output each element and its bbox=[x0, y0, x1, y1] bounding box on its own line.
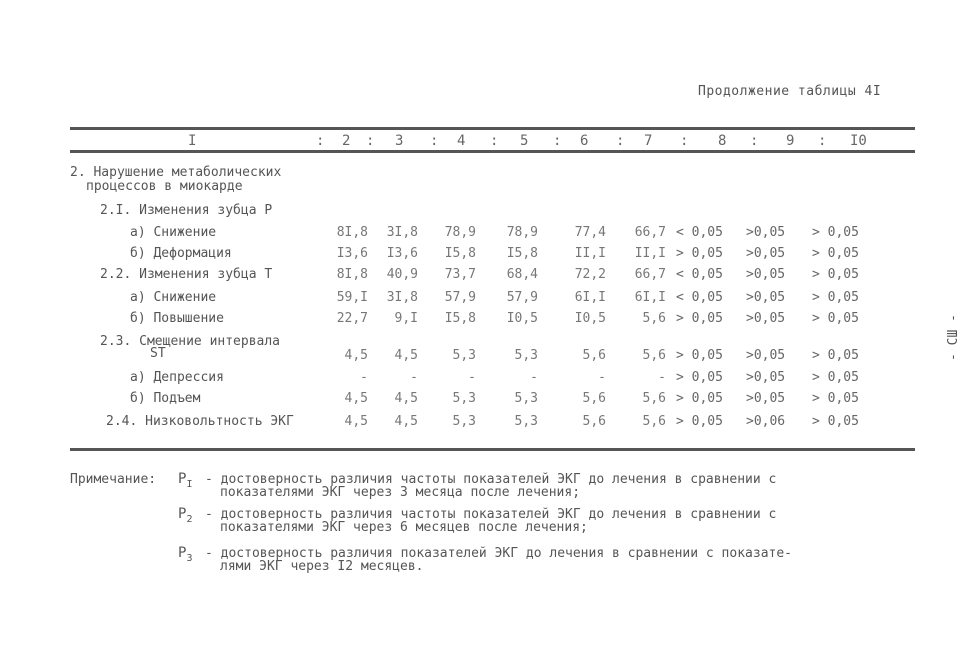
table-cell: I5,8 bbox=[444, 246, 476, 261]
header-separator: : bbox=[680, 133, 689, 149]
table-cell: 4,5 bbox=[394, 391, 418, 406]
note-p3-line1: - достоверность различия показателей ЭКГ до лечения в сравнении с показате- bbox=[205, 546, 792, 561]
page-number: - СШ - bbox=[945, 314, 961, 361]
header-separator: : bbox=[818, 133, 827, 149]
table-cell: 8I,8 bbox=[336, 225, 368, 240]
p-value-cell: > 0,05 bbox=[812, 391, 859, 406]
table-cell: I5,8 bbox=[444, 311, 476, 326]
header-separator: : bbox=[316, 133, 325, 149]
table-cell: - bbox=[658, 370, 666, 385]
table-cell: - bbox=[598, 370, 606, 385]
table-cell: I0,5 bbox=[506, 311, 538, 326]
header-col-3: 3 bbox=[395, 133, 404, 149]
header-col-10: I0 bbox=[850, 133, 867, 149]
row-label: 2.3. Смещение интервала bbox=[100, 334, 281, 349]
table-cell: 6I,I bbox=[574, 290, 606, 305]
row-label: 2.I. Изменения зубца Р bbox=[100, 203, 273, 218]
notes-prefix: Примечание: bbox=[70, 472, 157, 487]
table-cell: 66,7 bbox=[634, 225, 666, 240]
table-cell: 4,5 bbox=[344, 348, 368, 363]
table-cell: I3,6 bbox=[386, 246, 418, 261]
table-cell: 4,5 bbox=[344, 391, 368, 406]
p-value-cell: < 0,05 bbox=[676, 225, 723, 240]
table-cell: 5,3 bbox=[452, 414, 476, 429]
header-separator: : bbox=[750, 133, 759, 149]
note-p3-line2: лями ЭКГ через I2 месяцев. bbox=[220, 559, 424, 574]
p-value-cell: >0,05 bbox=[746, 370, 786, 385]
table-cell: 5,3 bbox=[514, 414, 538, 429]
row-label-cont: ST bbox=[150, 346, 166, 361]
row-label: б) Повышение bbox=[130, 311, 224, 326]
header-col-8: 8 bbox=[718, 133, 727, 149]
header-col-7: 7 bbox=[644, 133, 653, 149]
table-cell: 4,5 bbox=[394, 348, 418, 363]
note-p1-line2: показателями ЭКГ через 3 месяца после лечения; bbox=[220, 485, 581, 500]
header-separator: : bbox=[553, 133, 562, 149]
p-value-cell: > 0,05 bbox=[676, 391, 723, 406]
p-value-cell: > 0,05 bbox=[812, 370, 859, 385]
note-key-p3: $Р_3$ bbox=[178, 545, 193, 564]
p-value-cell: > 0,05 bbox=[676, 246, 723, 261]
p-value-cell: < 0,05 bbox=[676, 267, 723, 282]
table-cell: 5,6 bbox=[642, 311, 666, 326]
table-cell: 5,6 bbox=[582, 414, 606, 429]
row-label: а) Снижение bbox=[130, 290, 217, 305]
header-separator: : bbox=[366, 133, 375, 149]
table-header-rule bbox=[70, 150, 915, 153]
table-cell: 5,3 bbox=[452, 391, 476, 406]
table-cell: I3,6 bbox=[336, 246, 368, 261]
p-value-cell: > 0,05 bbox=[812, 225, 859, 240]
header-separator: : bbox=[490, 133, 499, 149]
row-label: б) Подъем bbox=[130, 391, 201, 406]
header-col-2: 2 bbox=[342, 133, 351, 149]
p-value-cell: > 0,05 bbox=[812, 246, 859, 261]
table-cell: - bbox=[530, 370, 538, 385]
note-p2-line2: показателями ЭКГ через 6 месяцев после лечения; bbox=[220, 520, 588, 535]
table-cell: - bbox=[468, 370, 476, 385]
p-value-cell: > 0,05 bbox=[676, 348, 723, 363]
header-col-9: 9 bbox=[786, 133, 795, 149]
p-value-cell: >0,05 bbox=[746, 267, 786, 282]
table-cell: 22,7 bbox=[336, 311, 368, 326]
table-cell: I5,8 bbox=[506, 246, 538, 261]
table-cell: 72,2 bbox=[574, 267, 606, 282]
p-value-cell: > 0,05 bbox=[812, 348, 859, 363]
table-cell: 5,6 bbox=[582, 391, 606, 406]
table-cell: 5,3 bbox=[452, 348, 476, 363]
table-cell: 73,7 bbox=[444, 267, 476, 282]
table-cell: 3I,8 bbox=[386, 290, 418, 305]
p-value-cell: >0,05 bbox=[746, 348, 786, 363]
table-cell: 6I,I bbox=[634, 290, 666, 305]
p-value-cell: >0,05 bbox=[746, 290, 786, 305]
table-cell: 5,6 bbox=[582, 348, 606, 363]
p-value-cell: > 0,05 bbox=[676, 311, 723, 326]
table-cell: II,I bbox=[634, 246, 666, 261]
table-cell: 4,5 bbox=[394, 414, 418, 429]
table-cell: 57,9 bbox=[506, 290, 538, 305]
table-cell: 78,9 bbox=[506, 225, 538, 240]
header-col-6: 6 bbox=[580, 133, 589, 149]
continuation-title: Продолжение таблицы 4I bbox=[698, 84, 882, 99]
p-value-cell: >0,06 bbox=[746, 414, 786, 429]
table-cell: 5,3 bbox=[514, 391, 538, 406]
table-cell: 5,6 bbox=[642, 348, 666, 363]
p-value-cell: > 0,05 bbox=[812, 311, 859, 326]
table-bottom-rule bbox=[70, 448, 915, 451]
note-key-p1: $Р_I$ bbox=[178, 471, 193, 490]
header-separator: : bbox=[430, 133, 439, 149]
p-value-cell: > 0,05 bbox=[676, 414, 723, 429]
header-col-1: I bbox=[188, 133, 197, 149]
p-value-cell: > 0,05 bbox=[812, 290, 859, 305]
table-cell: 40,9 bbox=[386, 267, 418, 282]
table-cell: 59,I bbox=[336, 290, 368, 305]
header-col-4: 4 bbox=[457, 133, 466, 149]
p-value-cell: >0,05 bbox=[746, 391, 786, 406]
section-title: 2. Нарушение метаболических bbox=[70, 165, 282, 180]
p-value-cell: > 0,05 bbox=[812, 267, 859, 282]
p-value-cell: >0,05 bbox=[746, 246, 786, 261]
table-cell: 4,5 bbox=[344, 414, 368, 429]
p-value-cell: > 0,05 bbox=[676, 370, 723, 385]
p-value-cell: > 0,05 bbox=[812, 414, 859, 429]
table-cell: 57,9 bbox=[444, 290, 476, 305]
p-value-cell: >0,05 bbox=[746, 225, 786, 240]
header-col-5: 5 bbox=[520, 133, 529, 149]
table-top-rule bbox=[70, 127, 915, 130]
table-cell: 9,I bbox=[394, 311, 418, 326]
table-cell: 68,4 bbox=[506, 267, 538, 282]
table-cell: 78,9 bbox=[444, 225, 476, 240]
table-cell: I0,5 bbox=[574, 311, 606, 326]
p-value-cell: >0,05 bbox=[746, 311, 786, 326]
header-separator: : bbox=[616, 133, 625, 149]
row-label: а) Депрессия bbox=[130, 370, 224, 385]
table-cell: 77,4 bbox=[574, 225, 606, 240]
row-label: 2.4. Низковольтность ЭКГ bbox=[106, 414, 294, 429]
table-cell: 5,6 bbox=[642, 414, 666, 429]
table-cell: 3I,8 bbox=[386, 225, 418, 240]
section-title-cont: процессов в миокарде bbox=[86, 179, 243, 194]
note-p2-line1: - достоверность различия частоты показателей ЭКГ до лечения в сравнении с bbox=[205, 507, 777, 522]
table-cell: 5,6 bbox=[642, 391, 666, 406]
note-key-p2: $Р_2$ bbox=[178, 506, 193, 525]
row-label: б) Деформация bbox=[130, 246, 232, 261]
table-cell: - bbox=[360, 370, 368, 385]
row-label: 2.2. Изменения зубца Т bbox=[100, 267, 273, 282]
table-cell: 66,7 bbox=[634, 267, 666, 282]
p-value-cell: < 0,05 bbox=[676, 290, 723, 305]
table-cell: 5,3 bbox=[514, 348, 538, 363]
table-cell: 8I,8 bbox=[336, 267, 368, 282]
note-p1-line1: - достоверность различия частоты показателей ЭКГ до лечения в сравнении с bbox=[205, 472, 777, 487]
table-cell: II,I bbox=[574, 246, 606, 261]
table-cell: - bbox=[410, 370, 418, 385]
row-label: а) Снижение bbox=[130, 225, 217, 240]
